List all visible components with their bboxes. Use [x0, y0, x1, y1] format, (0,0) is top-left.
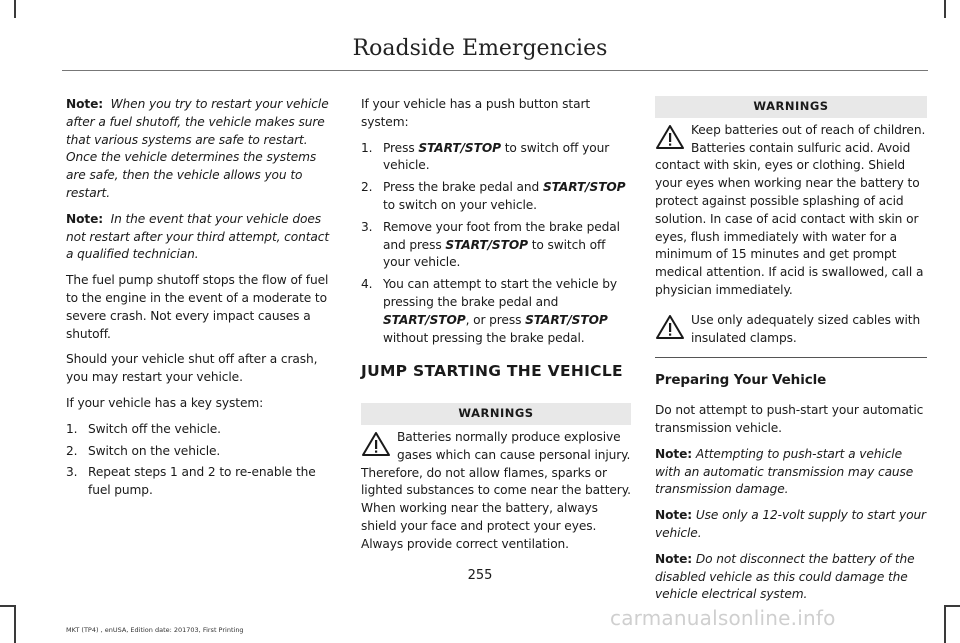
key-system-steps	[66, 421, 338, 500]
header-divider	[62, 70, 928, 71]
column-middle	[361, 96, 631, 562]
column-right	[655, 96, 927, 612]
note-technician	[66, 211, 338, 264]
paragraph-fuel-pump: The fuel pump shutoff stops the flow of fuel to the engine in the event of a moderate to severe crash. Not every impact causes a shutoff.	[66, 273, 329, 341]
note-label: Note:	[66, 97, 104, 111]
crop-mark-bottom-right-h	[944, 605, 960, 607]
warning-triangle-icon	[655, 314, 685, 340]
list-item: 4. You can attempt to start the vehicle by pressing the brake pedal and START/STOP, or press START/STOP without pressing the brake pedal.	[361, 277, 618, 345]
warnings-bar: WARNINGS	[655, 96, 927, 118]
section-divider	[655, 357, 927, 358]
warnings-bar: WARNINGS	[361, 403, 631, 425]
footer-edition: MKT (TP4) , enUSA, Edition date: 201703, First Printing	[66, 626, 244, 634]
list-item: 3. Repeat steps 1 and 2 to re-enable the fuel pump.	[66, 465, 316, 498]
sub-heading: Preparing Your Vehicle	[655, 372, 827, 389]
watermark: carmanualsonline.info	[610, 606, 836, 630]
note-text: When you try to restart your vehicle after a fuel shutoff, the vehicle makes sure that various systems are safe to restart. Once the vehicle determines the systems are safe, then the vehicle allows you to restart.	[66, 97, 329, 200]
page-title: Roadside Emergencies	[352, 36, 608, 61]
page-number: 255	[467, 568, 493, 583]
crop-mark-top-left-v	[14, 0, 16, 18]
paragraph-push-start: Do not attempt to push-start your automatic transmission vehicle.	[655, 403, 924, 435]
crop-mark-top-right-v	[944, 0, 946, 18]
section-heading: JUMP STARTING THE VEHICLE	[361, 362, 623, 381]
note-restart	[66, 96, 338, 203]
paragraph-restart: Should your vehicle shut off after a crash, you may restart your vehicle.	[66, 352, 318, 385]
column-left	[66, 96, 338, 508]
paragraph-push-button: If your vehicle has a push button start system:	[361, 97, 591, 129]
list-item: 3. Remove your foot from the brake pedal and press START/STOP to switch off your vehicle.	[361, 219, 620, 270]
list-item: 2. Press the brake pedal and START/STOP to switch on your vehicle.	[361, 180, 626, 212]
note-text: In the event that your vehicle does not restart after your third attempt, contact a qualified technician.	[66, 211, 330, 262]
warning-triangle-icon	[655, 124, 685, 150]
warning-explosive-gases: Batteries normally produce explosive gases which can cause personal injury. Therefore, do not allow flames, sparks or lighted substances to come near the battery. When working near the battery, always shield your face and protect your eyes. Always provide correct ventilation.	[361, 429, 631, 551]
crop-mark-bottom-left-h	[0, 605, 16, 607]
note-transmission: Note: Attempting to push-start a vehicle with an automatic transmission may cause transmission damage.	[655, 446, 914, 497]
list-item: 2. Switch on the vehicle.	[66, 443, 221, 458]
warning-acid: Keep batteries out of reach of children. Batteries contain sulfuric acid. Avoid contact with skin, eyes or clothing. Shield your eyes when working near the battery to protect against possible splashing of acid solution. In case of acid contact with skin or eyes, flush immediately with water for a minimum of 15 minutes and get prompt medical attention. If acid is swallowed, call a physician immediately.	[655, 122, 926, 297]
crop-mark-bottom-right-v	[944, 605, 946, 643]
list-item: 1. Press START/STOP to switch off your vehicle.	[361, 140, 610, 173]
warning-cables: Use only adequately sized cables with insulated clamps.	[655, 312, 927, 348]
push-button-steps	[361, 140, 631, 348]
note-label: Note:	[66, 211, 104, 226]
crop-mark-bottom-left-v	[14, 605, 16, 643]
list-item: 1. Switch off the vehicle.	[66, 421, 221, 436]
note-disconnect: Note: Do not disconnect the battery of the disabled vehicle as this could damage the vehicle electrical system.	[655, 551, 915, 602]
warning-triangle-icon	[361, 431, 391, 457]
note-12-volt: Note: Use only a 12-volt supply to start your vehicle.	[655, 508, 926, 540]
paragraph-key-system: If your vehicle has a key system:	[66, 395, 264, 410]
